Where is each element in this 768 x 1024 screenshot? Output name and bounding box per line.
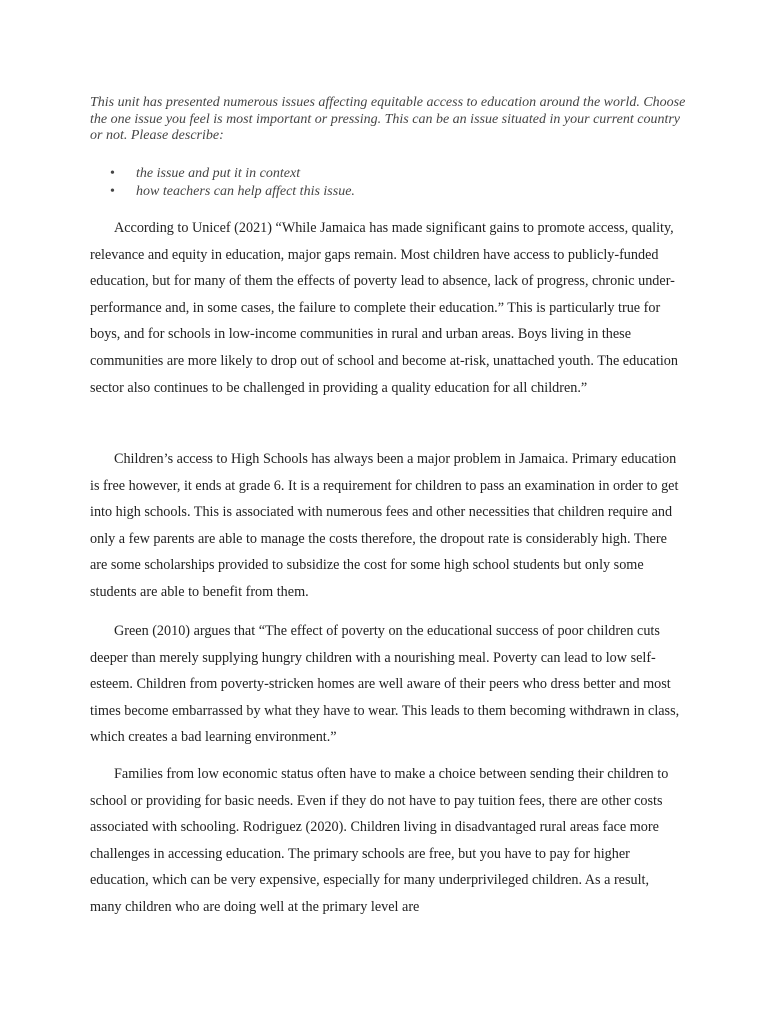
body-paragraph-3: Green (2010) argues that “The effect of poverty on the educational success of poor children cuts deeper than merely supplying hungry children with a nourishing meal. Poverty can lead to low self-esteem. Children from poverty-stricken homes are well aware of their peers who dress better and most times become embarrassed by what they have to wear. This leads to them becoming withdrawn in class, which creates a bad learning environment.” xyxy=(90,623,680,746)
prompt-bullet-item: • the issue and put it in context xyxy=(110,165,670,183)
body-paragraph-1: According to Unicef (2021) “While Jamaica has made significant gains to promote access, quality, relevance and equity in education, major gaps remain. Most children have access to publicly-funded education, but for many of them the effects of poverty lead to absence, lack of progress, chronic under-performance and, in some cases, the failure to complete their education.” This is particularly true for boys, and for schools in low-income communities in rural and urban areas. Boys living in these communities are more likely to drop out of school and become at-risk, unattached youth. The education sector also continues to be challenged in providing a quality education for all children.” xyxy=(90,220,678,396)
prompt-bullet-item: • how teachers can help affect this issue. xyxy=(110,183,670,201)
body-paragraph-2: Children’s access to High Schools has always been a major problem in Jamaica. Primary education is free however, it ends at grade 6. It is a requirement for children to pass an examination in order to get into high schools. This is associated with numerous fees and other necessities that children require and only a few parents are able to manage the costs therefore, the dropout rate is considerably high. There are some scholarships provided to subsidize the cost for some high school students but only some students are able to benefit from them. xyxy=(90,451,679,600)
body-paragraph-4: Families from low economic status often have to make a choice between sending their children to school or providing for basic needs. Even if they do not have to pay tuition fees, there are other costs associated with schooling. Rodriguez (2020). Children living in disadvantaged rural areas face more challenges in accessing education. The primary schools are free, but you have to pay for higher education, which can be very expensive, especially for many underprivileged children. As a result, many children who are doing well at the primary level are xyxy=(90,766,669,915)
assignment-prompt: This unit has presented numerous issues affecting equitable access to education around the world. Choose the one issue you feel is most important or pressing. This can be an issue situated in your current country or not. Please describe: xyxy=(90,95,686,143)
prompt-bullet-list xyxy=(110,165,670,201)
